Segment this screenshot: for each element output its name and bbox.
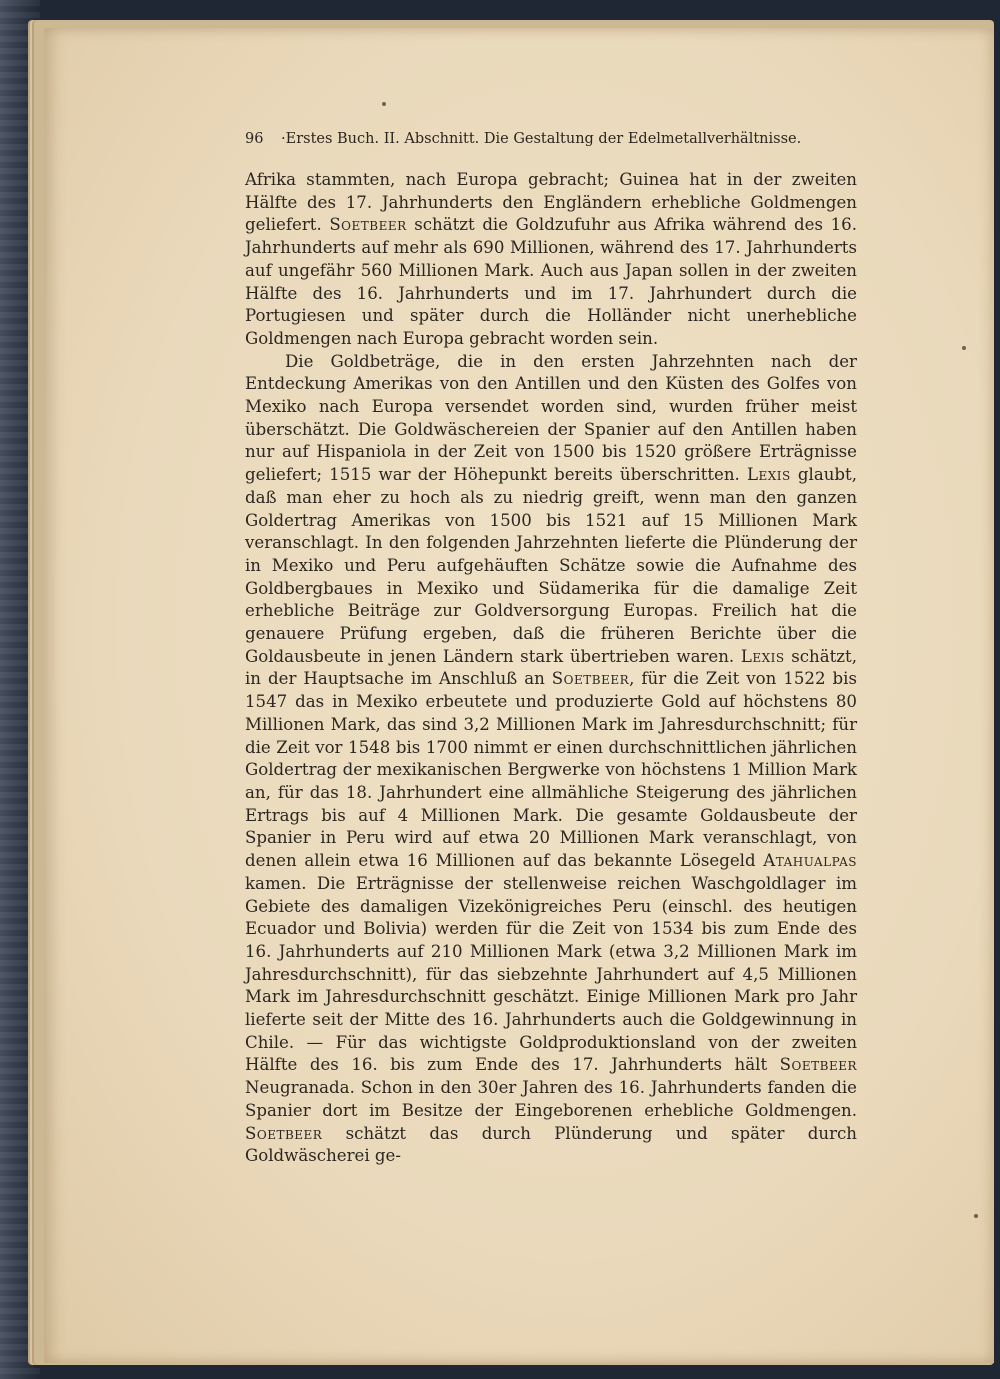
- author-name: Soetbeer: [245, 1123, 323, 1143]
- text-run: schätzt das durch Plünderung und später durch Goldwäscherei ge-: [245, 1123, 857, 1166]
- paragraph: [245, 351, 857, 1168]
- text-run: Die Goldbeträge, die in den ersten Jahrzehnten nach der Entdeckung Amerikas von den Antillen und den Küsten des Golfes von Mexiko nach Europa versendet worden sind, wurden früher meist überschätzt. Die Goldwäschereien der Spanier auf den Antillen haben nur auf Hispaniola in der Zeit von 1500 bis 1520 größere Erträgnisse geliefert; 1515 war der Höhepunkt bereits überschritten.: [245, 351, 857, 485]
- text-run: Afrika stammten, nach Europa gebracht; Guinea hat in der zweiten Hälfte des 17. Jahrhunderts den Engländern erhebliche Goldmengen geliefert.: [245, 170, 857, 235]
- paper-speck: [974, 1214, 978, 1218]
- author-name: Atahualpas: [763, 851, 857, 871]
- page-number: 96: [245, 131, 264, 147]
- paragraph: [245, 169, 857, 351]
- author-name: Lexis: [746, 465, 791, 485]
- text-run: , für die Zeit von 1522 bis 1547 das in Mexiko erbeutete und produzierte Gold auf höchstens 80 Millionen Mark, das sind 3,2 Millionen Mark im Jahresdurchschnitt; für die Zeit vor 1548 bis 1700 nimmt er einen durchschnittlichen jährlichen Goldertrag der mexikanischen Bergwerke von höchstens 1 Million Mark an, für das 18. Jahrhundert eine allmähliche Steigerung des jährlichen Ertrags bis auf 4 Millionen Mark. Die gesamte Goldausbeute der Spanier in Peru wird auf etwa 20 Millionen Mark veranschlagt, von denen allein etwa 16 Millionen auf das bekannte Lösegeld: [245, 669, 857, 871]
- paper-speck: [962, 346, 966, 350]
- author-name: Soetbeer: [551, 669, 630, 689]
- running-head: [245, 128, 857, 150]
- author-name: Soetbeer: [779, 1055, 857, 1075]
- body-text: [245, 169, 857, 1168]
- text-run: schätzt die Goldzufuhr aus Afrika während des 16. Jahrhunderts auf mehr als 690 Millionen, während des 17. Jahrhunderts auf ungefähr 560 Millionen Mark. Auch aus Japan sollen in der zweiten Hälfte des 16. Jahrhunderts und im 17. Jahrhundert durch die Portugiesen und später durch die Holländer nicht unerhebliche Goldmengen nach Europa gebracht worden sein.: [245, 215, 857, 348]
- author-name: Soetbeer: [329, 215, 407, 235]
- paper-speck: [382, 102, 386, 106]
- text-run: schätzt, in der Hauptsache im Anschluß an: [245, 646, 857, 689]
- text-run: glaubt, daß man eher zu hoch als zu niedrig greift, wenn man den ganzen Goldertrag Amerikas von 1500 bis 1521 auf 15 Millionen Mark veranschlagt. In den folgenden Jahrzehnten lieferte die Plünderung der in Mexiko und Peru aufgehäuften Schätze sowie die Aufnahme des Goldbergbaues in Mexiko und Südamerika für die damalige Zeit erhebliche Beiträge zur Goldversorgung Europas. Freilich hat die genauere Prüfung ergeben, daß die früheren Berichte über die Goldausbeute in jenen Ländern stark übertrieben waren.: [245, 465, 857, 666]
- author-name: Lexis: [740, 646, 785, 666]
- text-run: kamen. Die Erträgnisse der stellenweise reichen Waschgoldlager im Gebiete des damaligen Vizekönigreiches Peru (einschl. des heutigen Ecuador und Bolivia) werden für die Zeit von 1534 bis zum Ende des 16. Jahrhunderts auf 210 Millionen Mark (etwa 3,2 Millionen Mark im Jahresdurchschnitt), für das siebzehnte Jahrhundert auf 4,5 Millionen Mark im Jahresdurchschnitt geschätzt. Einige Millionen Mark pro Jahr lieferte seit der Mitte des 16. Jahrhunderts auch die Goldgewinnung in Chile. — Für das wichtigste Goldproduktionsland von der zweiten Hälfte des 16. bis zum Ende des 17. Jahrhunderts hält: [245, 873, 857, 1075]
- running-head-title: ·Erstes Buch. II. Abschnitt. Die Gestaltung der Edelmetallverhältnisse.: [281, 131, 802, 147]
- text-run: Neugranada. Schon in den 30er Jahren des 16. Jahrhunderts fanden die Spanier dort im Besitze der Eingeborenen erhebliche Goldmengen.: [245, 1078, 857, 1120]
- text-block: [245, 128, 857, 1168]
